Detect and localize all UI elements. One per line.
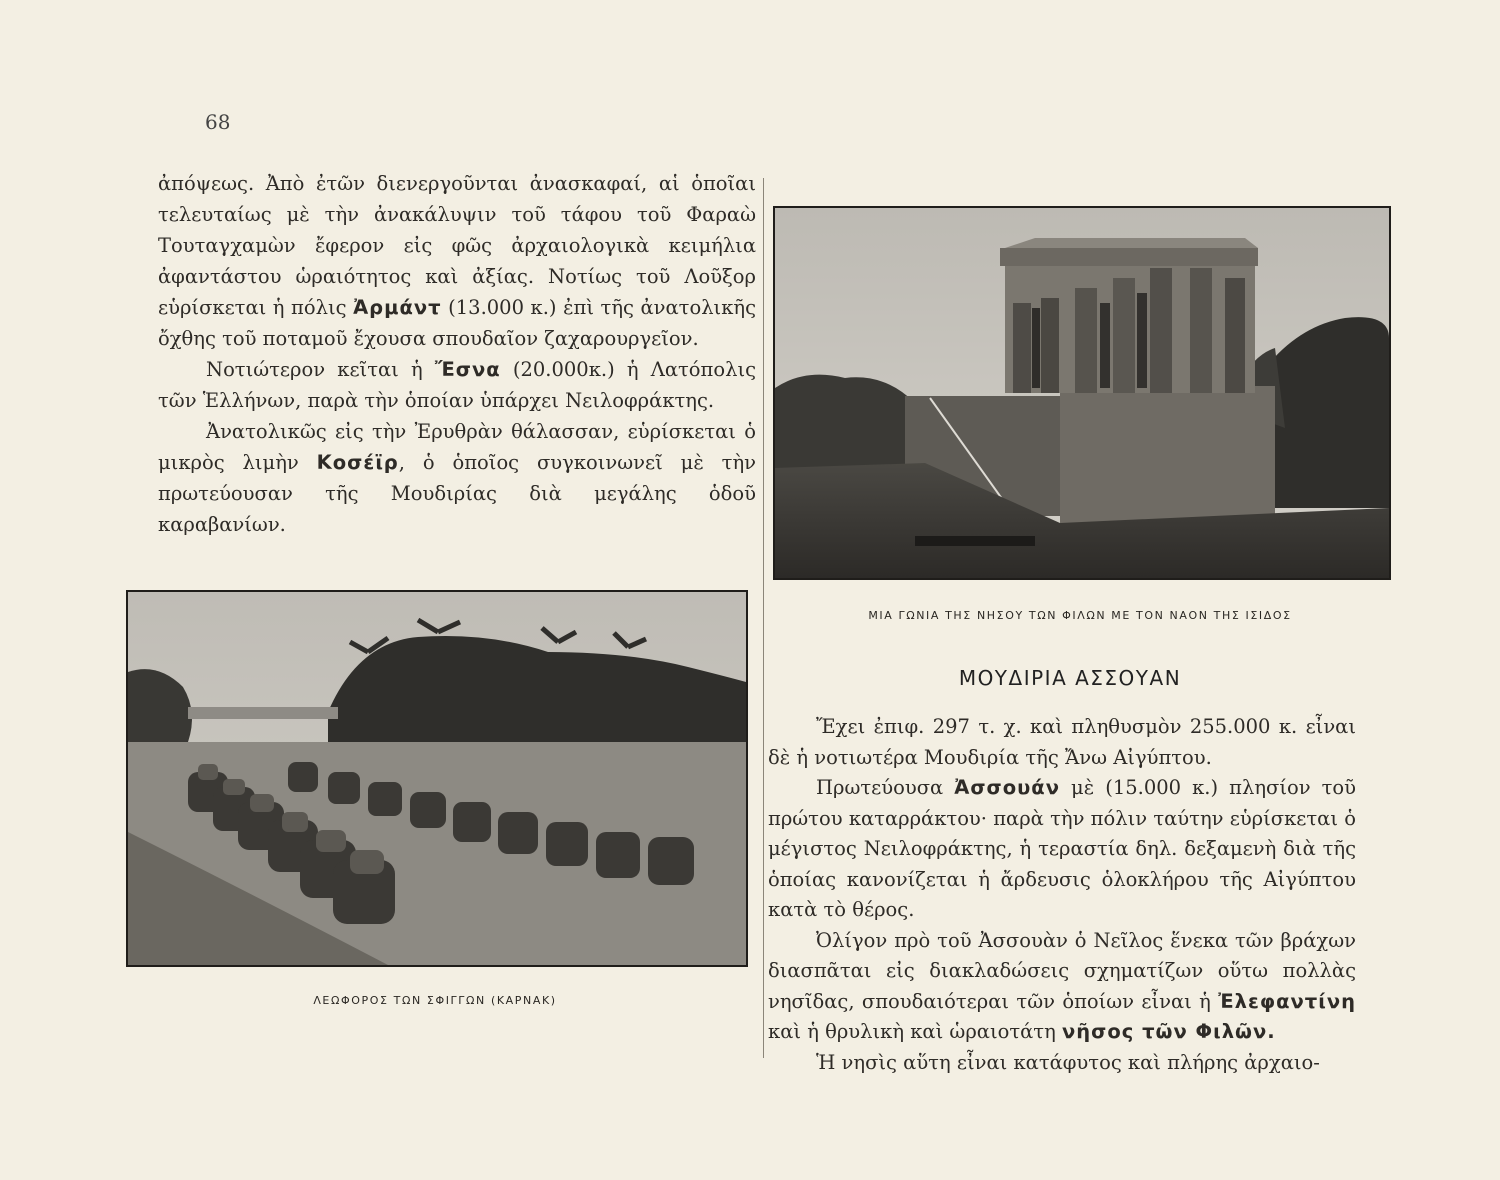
paragraph-luxor	[158, 168, 756, 354]
paragraph-text: , ὁ ὁποῖος συγκοινωνεῖ μὲ τὴν πρωτεύουσαν τῆς Μουδιρίας διὰ μεγάλης ὁδοῦ καραβανίων.	[158, 451, 757, 536]
paragraph-text: ἀπόψεως. Ἀπὸ ἐτῶν διενεργοῦνται ἀνασκαφαί, αἱ ὁποῖαι τελευταίως μὲ τὴν ἀνακάλυψιν τοῦ τάφου τοῦ Φαραὼ Τουταγχαμὼν ἔφερον εἰς φῶς ἀρχαιολογικὰ κειμήλια ἀφαντάστου ὡραιότητος καὶ ἀξίας. Νοτίως τοῦ Λοῦξορ εὑρίσκεται ἡ πόλις	[158, 172, 756, 319]
paragraph-area: Ἔχει ἐπιφ. 297 τ. χ. καὶ πληθυσμὸν 255.000 κ. εἶναι δὲ ἡ νοτιωτέρα Μουδιρία τῆς Ἄνω Αἰγύπτου.	[768, 715, 1356, 769]
paragraph-text: Νοτιώτερον κεῖται ἡ	[206, 358, 423, 381]
paragraph-text: (20.000κ.) ἡ Λατόπολις τῶν Ἑλλήνων, παρὰ τὴν ὁποίαν ὑπάρχει Νειλοφράκτης.	[158, 358, 757, 412]
column-divider	[763, 178, 764, 1058]
section-heading: ΜΟΥΔΙΡΙΑ ΑΣΣΟΥΑΝ	[958, 666, 1182, 690]
place-name-philae: νῆσος τῶν Φιλῶν.	[1061, 1020, 1276, 1043]
temple-photo	[773, 206, 1391, 580]
place-name-armant: Ἀρμάντ	[353, 296, 442, 319]
place-name-koseir: Κοσέϊρ	[316, 451, 399, 474]
paragraph-islands	[768, 926, 1356, 1048]
paragraph-text: καὶ ἡ θρυλικὴ καὶ ὡραιοτάτη	[768, 1020, 1056, 1043]
place-name-esna: Ἔσνα	[434, 358, 501, 381]
place-name-elephantine: Ἐλεφαντίνη	[1218, 989, 1356, 1013]
paragraph-text: Πρωτεύουσα	[816, 776, 944, 799]
left-text-column	[158, 168, 756, 540]
temple-photo-caption: ΜΙΑ ΓΩΝΙΑ ΤΗΣ ΝΗΣΟΥ ΤΩΝ ΦΙΛΩΝ ΜΕ ΤΟΝ ΝΑΟΝ ΤΗΣ ΙΣΙΔΟΣ	[868, 609, 1292, 622]
paragraph-text: Ὀλίγον πρὸ τοῦ Ἀσσουὰν ὁ Νεῖλος ἕνεκα τῶν βράχων διασπᾶται εἰς διακλαδώσεις σχηματίζων οὕτω πολλὰς νησῖδας, σπουδαιότεραι τῶν ὁποίων εἶναι ἡ	[768, 928, 1356, 1013]
sphinx-photo-caption: ΛΕΩΦΟΡΟΣ ΤΩΝ ΣΦΙΓΓΩΝ (ΚΑΡΝΑΚ)	[313, 994, 557, 1007]
paragraph-text: μὲ (15.000 κ.) πλησίον τοῦ πρώτου καταρράκτου· παρὰ τὴν πόλιν ταύτην εὑρίσκεται ὁ μέγιστος Νειλοφράκτης, ἡ τεραστία δηλ. δεξαμενὴ διὰ τῆς ὁποίας κανονίζεται ἡ ἄρδευσις ὁλοκλήρου τῆς Αἰγύπτου κατὰ τὸ θέρος.	[768, 776, 1357, 921]
paragraph-text: (13.000 κ.) ἐπὶ τῆς ἀνατολικῆς ὄχθης τοῦ ποταμοῦ ἔχουσα σπουδαῖον ζαχαρουργεῖον.	[158, 296, 756, 350]
sphinx-avenue-photo	[126, 590, 748, 967]
paragraph-philae: Ἡ νησὶς αὕτη εἶναι κατάφυτος καὶ πλήρης ἀρχαιο-	[816, 1050, 1320, 1074]
paragraph-text: Ἀνατολικῶς εἰς τὴν Ἐρυθρὰν θάλασσαν, εὑρίσκεται ὁ μικρὸς λιμὴν	[158, 420, 756, 474]
place-name-assouan: Ἀσσουάν	[954, 776, 1060, 799]
paragraph-esna	[158, 354, 756, 416]
right-text-column	[768, 712, 1356, 1078]
paragraph-capital	[768, 773, 1356, 926]
paragraph-koseir	[158, 416, 756, 540]
page-number: 68	[205, 110, 231, 134]
